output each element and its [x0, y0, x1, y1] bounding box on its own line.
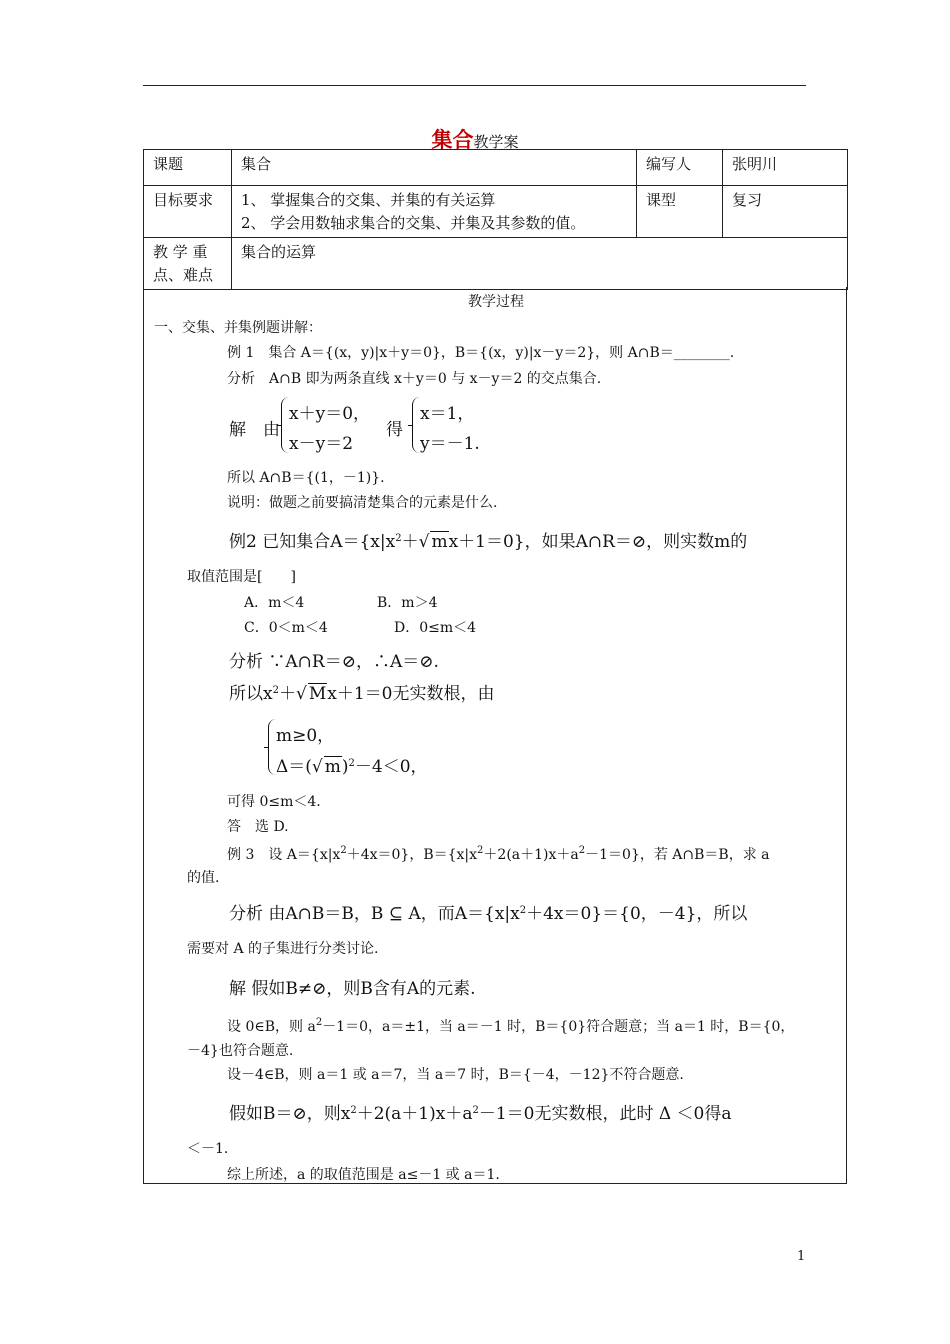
superscript: 2 — [477, 845, 484, 856]
superscript: 2 — [348, 758, 355, 769]
sqrt-symbol: √ — [295, 684, 307, 704]
example1-so: 所以 A∩B＝{(1，－1)}. — [227, 470, 385, 486]
example1-solution-prefix: 解 由 — [229, 420, 280, 440]
superscript: 2 — [340, 845, 347, 856]
example3-empty-case-line2: ＜－1. — [187, 1141, 229, 1157]
superscript: 2 — [272, 685, 279, 696]
left-brace — [412, 397, 420, 453]
text-span: －1＝0，a＝±1，当 a＝－1 时，B＝{0}符合题意；当 a＝1 时，B＝{0， — [322, 1019, 795, 1035]
text-span: ＋ — [401, 532, 419, 552]
text-span: 设 0∈B，则 a — [227, 1019, 316, 1035]
system2-eq2: y＝－1. — [420, 434, 480, 454]
system3-eq1: m≥0， — [276, 726, 335, 746]
sqrt-radicand: M — [308, 684, 327, 704]
text-span: ＋4x＝0}＝{0，－4}，所以 — [526, 904, 748, 924]
author-label: 编写人 — [637, 150, 723, 186]
system3-eq2 — [276, 752, 428, 777]
superscript: 2 — [395, 533, 402, 544]
process-heading: 教学过程 — [468, 294, 524, 310]
example2-analysis: 分析 ∵A∩R＝⊘，∴A＝⊘. — [229, 652, 439, 672]
example3-case1-line2: －4}也符合题意. — [187, 1043, 294, 1059]
type-value: 复习 — [723, 186, 848, 238]
system1-eq2: x－y＝2 — [289, 434, 354, 454]
left-brace — [268, 719, 276, 775]
text-span: x＋1＝0}，如果A∩R＝⊘，则实数m的 — [448, 532, 748, 552]
example3-conclusion: 综上所述，a 的取值范围是 a≤－1 或 a＝1. — [227, 1167, 500, 1183]
option-a: A．m＜4 — [244, 595, 305, 611]
example2-so — [229, 679, 494, 704]
goals-value — [232, 186, 637, 238]
example3-analysis — [229, 899, 747, 924]
superscript: 2 — [519, 905, 527, 916]
text-span: 分析 由A∩B＝B，B ⊆ A，而A＝{x|x — [229, 904, 520, 924]
example1-note: 说明：做题之前要搞清楚集合的元素是什么. — [227, 495, 498, 511]
sqrt-radicand: m — [431, 532, 448, 552]
text-span: －1＝0}，若 A∩B＝B，求 a — [585, 847, 770, 863]
author-value: 张明川 — [723, 150, 848, 186]
header-rule — [143, 85, 806, 86]
example1-analysis: 分析 A∩B 即为两条直线 x＋y＝0 与 x－y＝2 的交点集合. — [227, 371, 602, 387]
system2-eq1: x＝1， — [420, 404, 475, 424]
text-span: 假如B＝⊘，则x — [229, 1104, 351, 1124]
example3-question-line2: 的值. — [187, 870, 220, 886]
text-span: 所以x — [229, 684, 273, 704]
example3-analysis-line2: 需要对 A 的子集进行分类讨论. — [187, 941, 379, 957]
option-d: D．0≤m＜4 — [394, 620, 477, 636]
section-heading: 一、交集、并集例题讲解： — [154, 320, 322, 336]
goal-1: 1、 掌握集合的交集、并集的有关运算 — [241, 191, 496, 209]
text-span: ) — [341, 757, 349, 777]
sqrt-radicand: m — [324, 757, 341, 777]
focus-value: 集合的运算 — [232, 238, 848, 290]
text-span: 例2 已知集合A＝{x|x — [229, 532, 396, 552]
title-main: 集合 — [431, 128, 474, 152]
text-span: －4＜0， — [354, 757, 428, 777]
system1-eq1: x＋y＝0， — [289, 404, 371, 424]
superscript: 2 — [315, 1017, 323, 1028]
goal-2: 2、 学会用数轴求集合的交集、并集及其参数的值。 — [241, 214, 586, 232]
example2-question-line2: 取值范围是[ ] — [187, 569, 296, 585]
example3-case2: 设－4∈B，则 a＝1 或 a＝7，当 a＝7 时，B＝{－4，－12}不符合题意. — [227, 1067, 684, 1083]
topic-value: 集合 — [232, 150, 637, 186]
example3-empty-case — [229, 1099, 732, 1124]
text-span: ＋ — [278, 684, 296, 704]
focus-label-line1: 教 学 重 — [153, 243, 208, 261]
text-span: x＋1＝0无实数根，由 — [327, 684, 495, 704]
text-span: ＋2(a＋1)x＋a — [483, 847, 579, 863]
topic-label: 课题 — [144, 150, 232, 186]
info-row-goals — [144, 186, 848, 238]
text-span: －1＝0无实数根，此时 Δ ＜0得a — [478, 1104, 732, 1124]
text-span: 例 3 设 A＝{x|x — [227, 847, 341, 863]
example3-question — [227, 844, 770, 864]
example1-question: 例 1 集合 A＝{(x，y)|x＋y＝0}，B＝{(x，y)|x－y＝2}，则 A∩B＝________. — [227, 345, 735, 361]
example2-answer: 答 选 D. — [227, 819, 289, 835]
left-brace — [281, 397, 289, 453]
option-b: B．m＞4 — [377, 595, 438, 611]
example1-de: 得 — [386, 420, 403, 440]
info-table — [143, 149, 848, 290]
info-row-topic — [144, 150, 848, 186]
sqrt-symbol: √ — [311, 757, 323, 777]
example2-result: 可得 0≤m＜4. — [227, 794, 321, 810]
focus-label — [144, 238, 232, 290]
title-suffix: 教学案 — [473, 133, 519, 151]
text-span: ＋2(a＋1)x＋a — [356, 1104, 473, 1124]
sqrt-symbol: √ — [418, 532, 430, 552]
type-label: 课型 — [637, 186, 723, 238]
focus-label-line2: 点、难点 — [153, 266, 214, 284]
option-c: C．0＜m＜4 — [244, 620, 328, 636]
process-box — [143, 287, 847, 1184]
superscript: 2 — [350, 1105, 357, 1116]
superscript: 2 — [472, 1105, 479, 1116]
info-row-focus — [144, 238, 848, 290]
example3-solution: 解 假如B≠⊘，则B含有A的元素. — [229, 979, 476, 999]
superscript: 2 — [578, 845, 586, 856]
example2-question — [229, 527, 747, 552]
text-span: ＋4x＝0}，B＝{x|x — [346, 847, 478, 863]
text-span: Δ＝( — [276, 757, 312, 777]
page-number: 1 — [797, 1249, 806, 1264]
example3-case1 — [227, 1016, 794, 1036]
goals-label: 目标要求 — [144, 186, 232, 238]
